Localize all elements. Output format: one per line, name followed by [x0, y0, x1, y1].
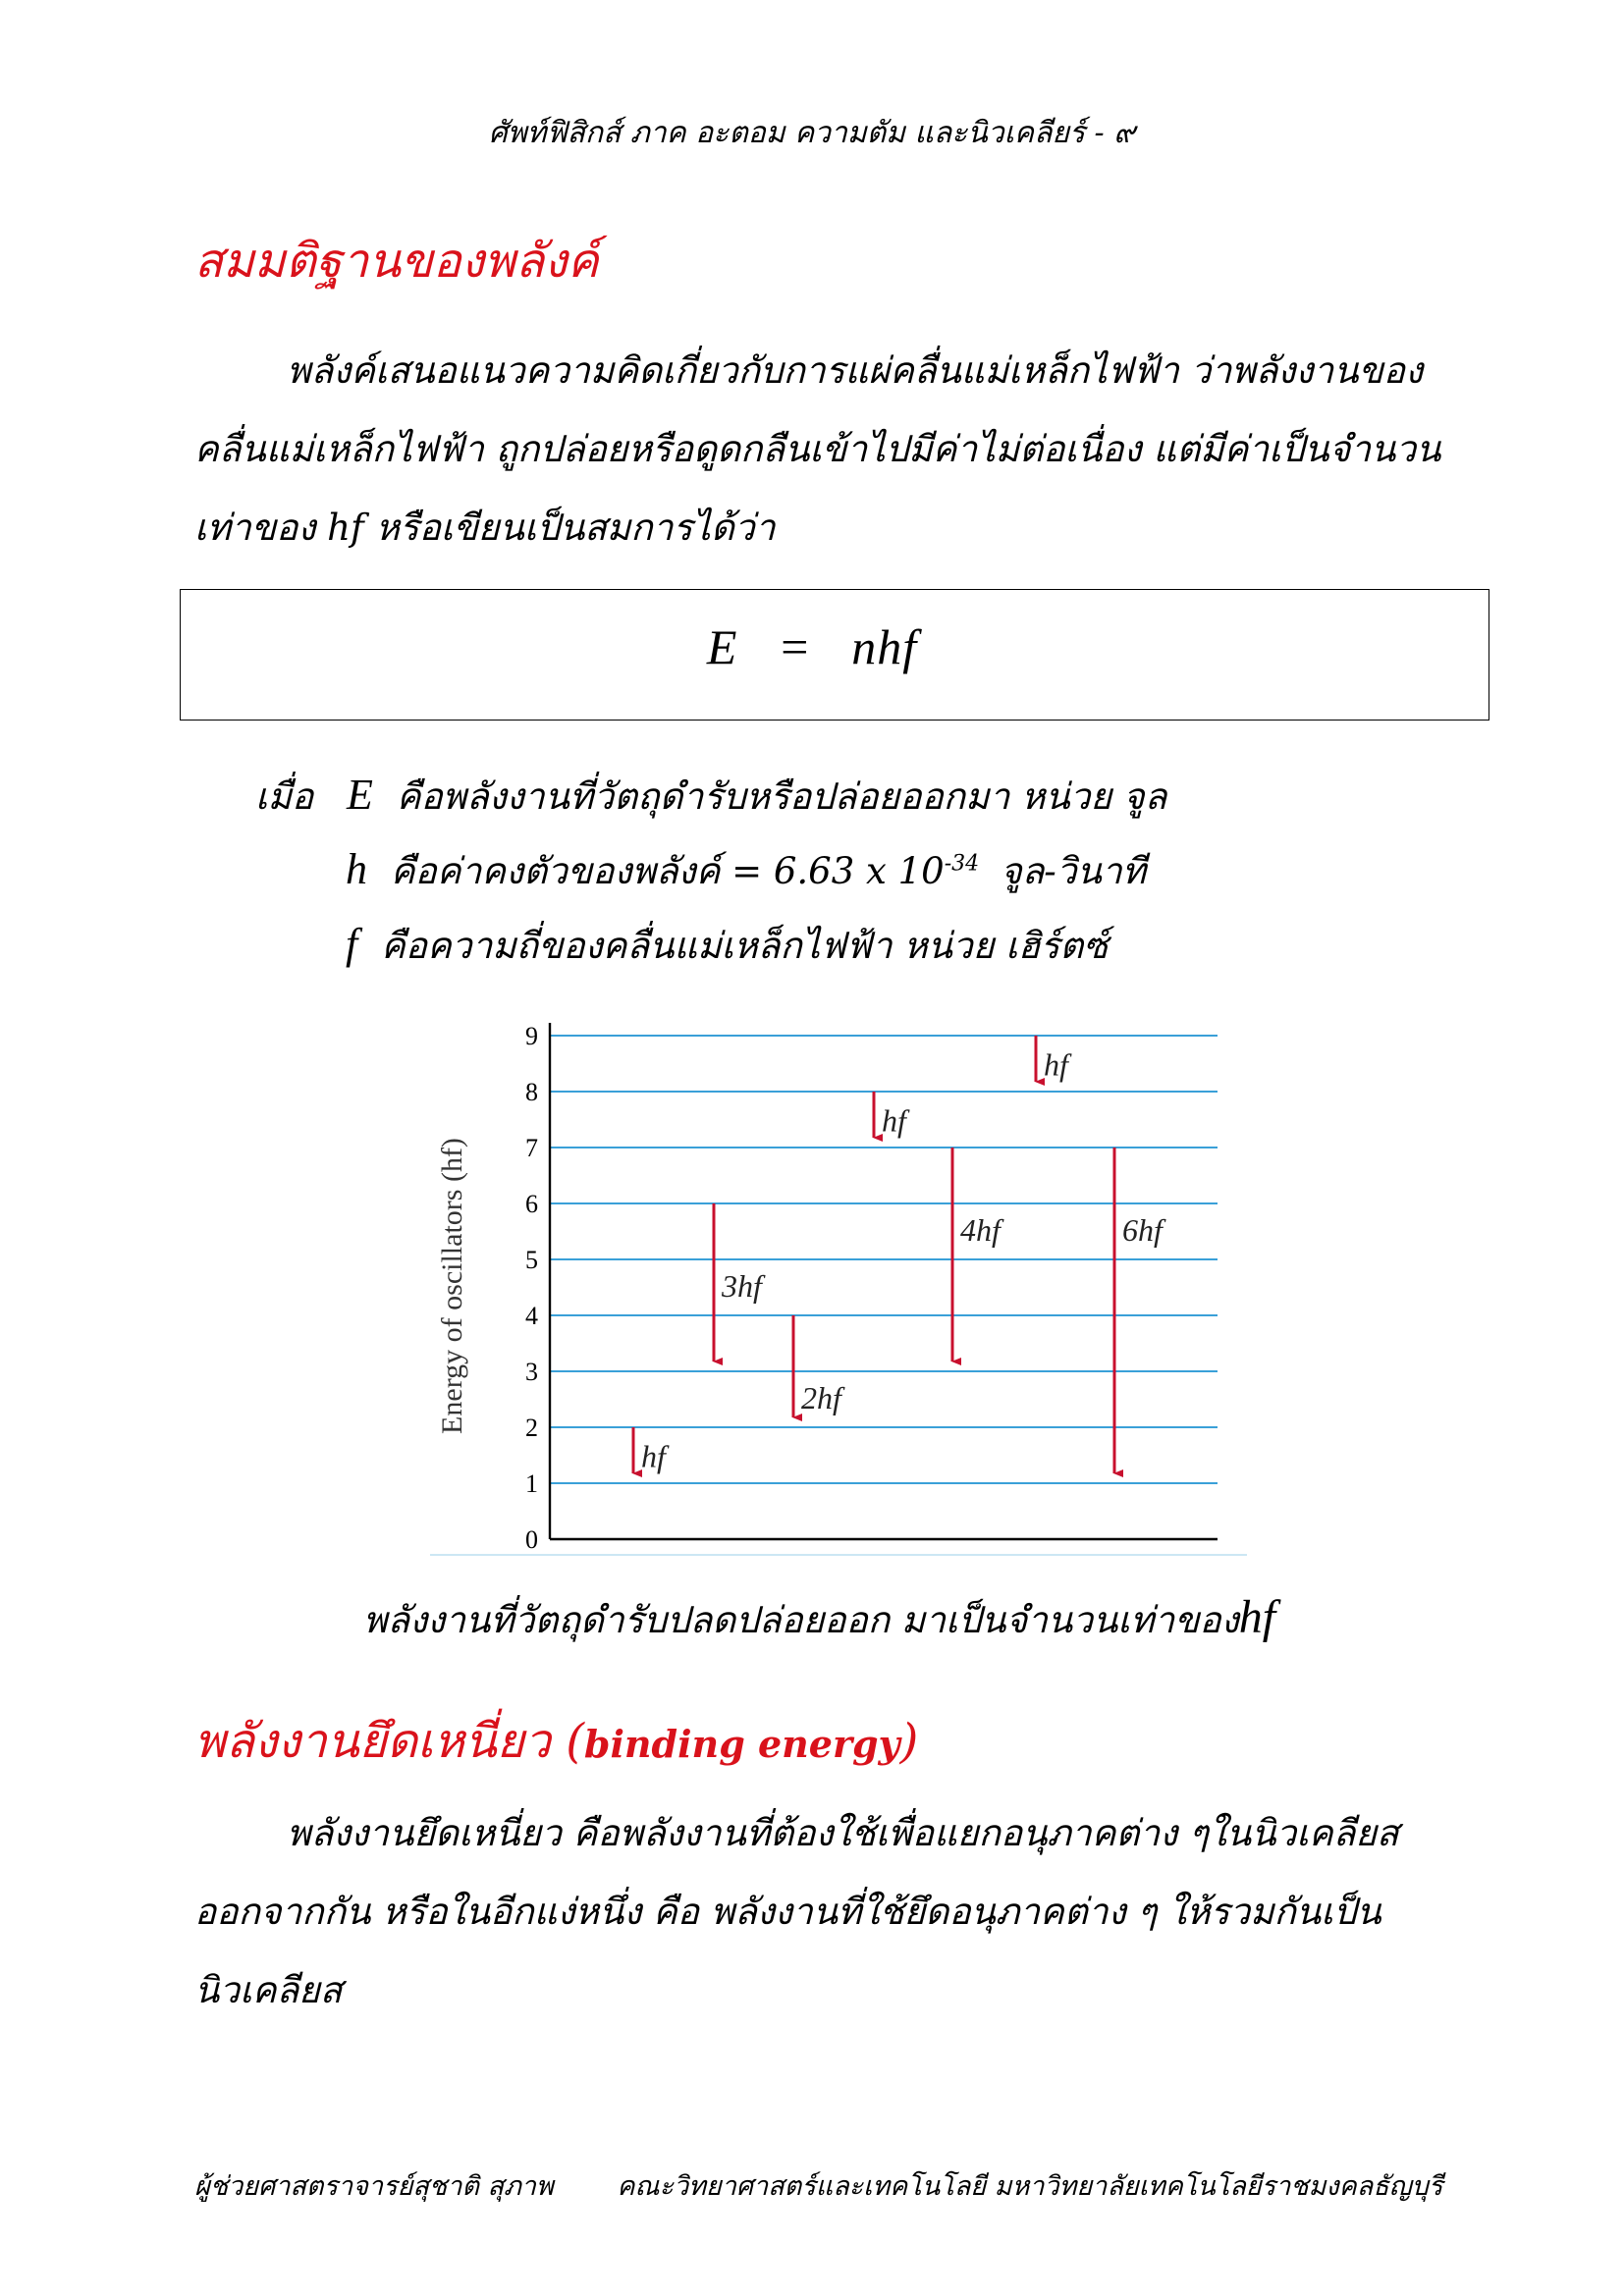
transition-label: hf	[641, 1438, 666, 1474]
transition-label: hf	[1044, 1046, 1068, 1083]
transition-label: 6hf	[1122, 1212, 1163, 1248]
h-exponent: -34	[944, 851, 980, 877]
level-tick-label: 3	[525, 1358, 538, 1386]
level-tick-label: 2	[525, 1414, 538, 1442]
paragraph-line: เท่าของ hf หรือเขียนเป็นสมการได้ว่า	[194, 507, 776, 549]
diagram-caption	[363, 1590, 1275, 1649]
when-label: เมื่อ	[255, 775, 314, 818]
transition-label: 3hf	[722, 1268, 762, 1304]
footer-author: ผู้ช่วยศาสตราจารย์สุชาติ สุภาพ	[194, 2171, 554, 2202]
paragraph-line: ออกจากกัน หรือในอีกแง่หนึ่ง คือ พลังงานที่ใช้ยึดอนุภาคต่าง ๆ ให้รวมกันเป็น	[194, 1891, 1381, 1933]
section-title-planck: สมมติฐานของพลังค์	[194, 234, 599, 289]
transition-label: hf	[882, 1102, 906, 1139]
level-tick-label: 6	[525, 1190, 538, 1218]
binding-title-latin: binding energy	[583, 1722, 900, 1766]
definition-f-text: คือความถี่ของคลื่นแม่เหล็กไฟฟ้า หน่วย เฮิร์ตซ์	[381, 925, 1109, 967]
page-header: ศัพท์ฟิสิกส์ ภาค อะตอม ความตัม และนิวเคลียร์ - ๙	[488, 116, 1136, 150]
definition-E-text: คือพลังงานที่วัตถุดำรับหรือปล่อยออกมา หน่วย จูล	[396, 775, 1167, 818]
paragraph-line: พลังงานยึดเหนี่ยว คือพลังงานที่ต้องใช้เพื่อแยกอนุภาคต่าง ๆในนิวเคลียส	[194, 1812, 1399, 1854]
footer-affiliation: คณะวิทยาศาสตร์และเทคโนโลยี มหาวิทยาลัยเทคโนโลยีราชมงคลธัญบุรี	[617, 2171, 1443, 2202]
transition-label: 4hf	[960, 1212, 1001, 1248]
symbol-E: E	[347, 771, 373, 819]
section-title-binding-energy	[194, 1704, 918, 1779]
page-footer	[194, 2164, 1471, 2207]
level-tick-label: 0	[525, 1525, 538, 1554]
binding-title-thai: พลังงานยึดเหนี่ยว (	[194, 1714, 584, 1769]
level-tick-label: 5	[525, 1246, 538, 1274]
definition-h-unit: จูล-วินาที	[1000, 850, 1147, 892]
planck-equation: E = nhf	[706, 619, 918, 674]
planck-paragraph	[194, 332, 1471, 567]
level-tick-label: 1	[525, 1469, 538, 1498]
caption-text: พลังงานที่วัตถุดำรับปลดปล่อยออก มาเป็นจำนวนเท่าของ	[363, 1599, 1239, 1641]
symbol-f: f	[346, 920, 358, 968]
definition-h-text: คือค่าคงตัวของพลังค์ = 6.63 x 10	[390, 850, 945, 892]
energy-transitions	[633, 1036, 1166, 1474]
binding-title-close: )	[899, 1714, 919, 1769]
paragraph-line: นิวเคลียส	[194, 1969, 343, 2011]
paragraph-line: พลังค์เสนอแนวความคิดเกี่ยวกับการแผ่คลื่นแม่เหล็กไฟฟ้า ว่าพลังงานของ	[194, 349, 1424, 392]
binding-paragraph	[194, 1794, 1471, 2030]
paragraph-line: คลื่นแม่เหล็กไฟฟ้า ถูกปล่อยหรือดูดกลืนเข้าไปมีค่าไม่ต่อเนื่อง แต่มีค่าเป็นจำนวน	[194, 428, 1441, 470]
caption-symbol: hf	[1238, 1591, 1276, 1643]
definition-f	[346, 917, 1108, 975]
symbol-h: h	[346, 845, 367, 893]
level-tick-label: 4	[525, 1302, 538, 1330]
y-axis-label: Energy of oscillators (hf)	[436, 1138, 468, 1434]
definition-h	[346, 842, 1146, 900]
energy-level-diagram	[412, 1001, 1257, 1571]
level-tick-label: 7	[525, 1134, 538, 1162]
level-tick-label: 8	[525, 1078, 538, 1106]
definition-E	[255, 768, 1166, 826]
level-tick-label: 9	[525, 1022, 538, 1050]
transition-label: 2hf	[801, 1380, 841, 1415]
